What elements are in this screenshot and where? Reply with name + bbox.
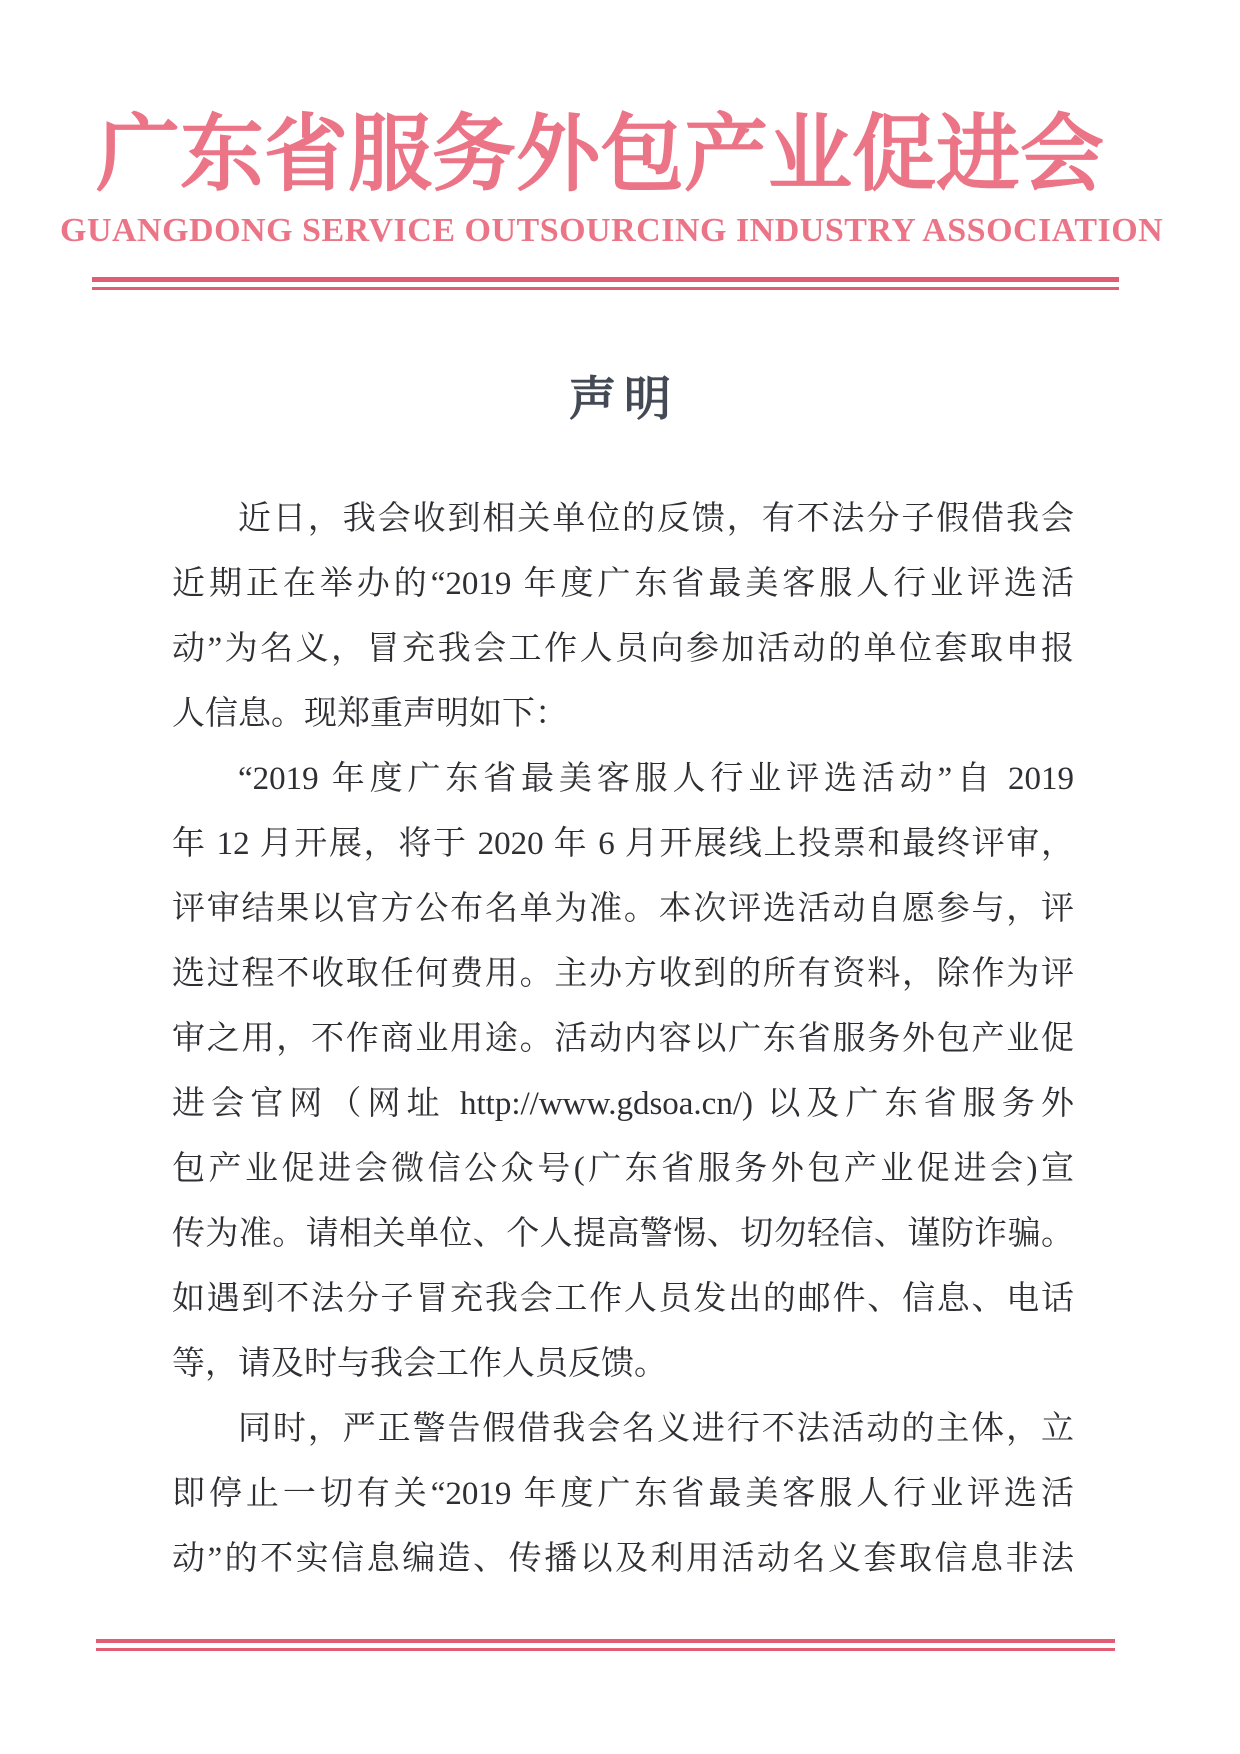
text-line: 选过程不收取任何费用。主办方收到的所有资料，除作为评 bbox=[172, 956, 1074, 992]
letterhead-rule-thin bbox=[92, 287, 1119, 290]
text-line: 近日，我会收到相关单位的反馈，有不法分子假借我会 bbox=[238, 501, 1074, 537]
text-line: 如遇到不法分子冒充我会工作人员发出的邮件、信息、电话 bbox=[172, 1281, 1074, 1317]
text-line: 动”的不实信息编造、传播以及利用活动名义套取信息非法 bbox=[172, 1541, 1074, 1577]
org-name-english: GUANGDONG SERVICE OUTSOURCING INDUSTRY ASSOCIATION bbox=[60, 212, 1164, 249]
footer-rule-thick bbox=[96, 1639, 1115, 1643]
text-line: 传为准。请相关单位、个人提高警惕、切勿轻信、谨防诈骗。 bbox=[172, 1216, 1074, 1252]
text-line: 即停止一切有关“2019 年度广东省最美客服人行业评选活 bbox=[172, 1476, 1074, 1512]
text-line: 动”为名义，冒充我会工作人员向参加活动的单位套取申报 bbox=[172, 631, 1074, 667]
text-line: 同时，严正警告假借我会名义进行不法活动的主体，立 bbox=[238, 1411, 1074, 1447]
text-line: 审之用，不作商业用途。活动内容以广东省服务外包产业促 bbox=[172, 1021, 1074, 1057]
org-name-chinese: 广东省服务外包产业促进会 bbox=[95, 109, 1104, 202]
text-line: 进会官网（网址 http://www.gdsoa.cn/) 以及广东省服务外 bbox=[172, 1086, 1074, 1122]
text-line: 等，请及时与我会工作人员反馈。 bbox=[172, 1346, 667, 1382]
footer-rule-thin bbox=[96, 1648, 1115, 1651]
statement-body bbox=[172, 487, 1074, 1592]
text-line: 评审结果以官方公布名单为准。本次评选活动自愿参与，评 bbox=[172, 891, 1074, 927]
document-title: 声明 bbox=[569, 374, 679, 426]
letterhead-rule-thick bbox=[92, 277, 1119, 282]
text-line: “2019 年度广东省最美客服人行业评选活动”自 2019 bbox=[238, 761, 1074, 797]
text-line: 年 12 月开展，将于 2020 年 6 月开展线上投票和最终评审， bbox=[172, 826, 1074, 862]
text-line: 近期正在举办的“2019 年度广东省最美客服人行业评选活 bbox=[172, 566, 1074, 602]
text-line: 人信息。现郑重声明如下： bbox=[172, 696, 568, 732]
text-line: 包产业促进会微信公众号(广东省服务外包产业促进会)宣 bbox=[172, 1151, 1074, 1187]
